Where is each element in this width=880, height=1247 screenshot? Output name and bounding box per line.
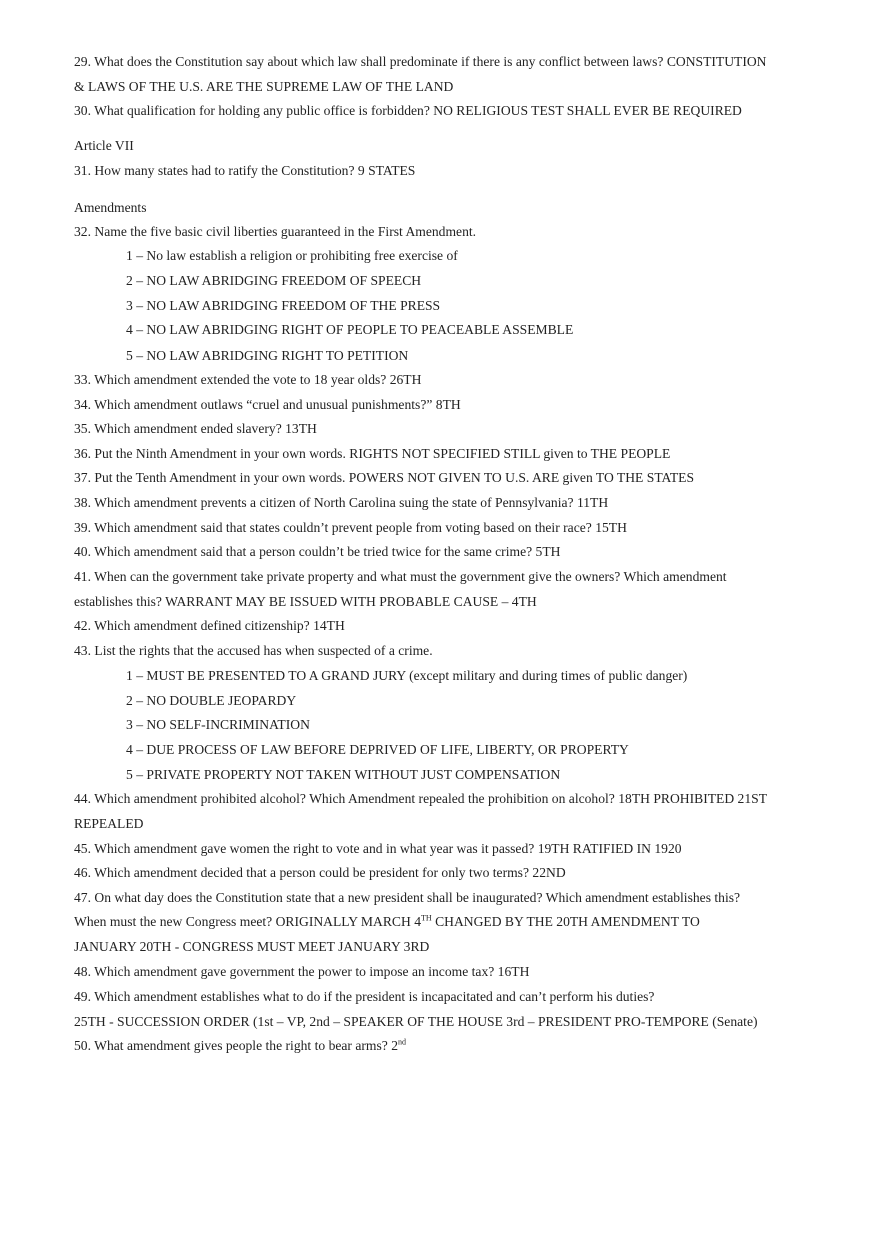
q50-text: 50. What amendment gives people the right to bear arms? 2 — [74, 1038, 399, 1053]
q47-line-3: JANUARY 20TH - CONGRESS MUST MEET JANUARY 3RD — [74, 939, 430, 954]
q43-item-5: 5 – PRIVATE PROPERTY NOT TAKEN WITHOUT JUST COMPENSATION — [126, 767, 561, 782]
q40-line: 40. Which amendment said that a person couldn’t be tried twice for the same crime? 5TH — [74, 544, 561, 559]
q41-line-2: establishes this? WARRANT MAY BE ISSUED WITH PROBABLE CAUSE – 4TH — [74, 594, 537, 609]
q37-line: 37. Put the Tenth Amendment in your own words. POWERS NOT GIVEN TO U.S. ARE given TO THE STATES — [74, 470, 695, 485]
q32-item-5: 5 – NO LAW ABRIDGING RIGHT TO PETITION — [126, 348, 409, 363]
heading-article-vii: Article VII — [74, 138, 134, 153]
q50-superscript: nd — [398, 1037, 407, 1047]
q34-line: 34. Which amendment outlaws “cruel and unusual punishments?” 8TH — [74, 397, 461, 412]
q29-line-1: 29. What does the Constitution say about which law shall predominate if there is any conflict between laws? CONSTITUTION — [74, 54, 767, 69]
q47-line-2-text: When must the new Congress meet? ORIGINALLY MARCH 4 — [74, 914, 421, 929]
q29-line-2: & LAWS OF THE U.S. ARE THE SUPREME LAW OF THE LAND — [74, 79, 454, 94]
q32-item-3: 3 – NO LAW ABRIDGING FREEDOM OF THE PRESS — [126, 298, 441, 313]
q33-line: 33. Which amendment extended the vote to 18 year olds? 26TH — [74, 372, 422, 387]
q39-line: 39. Which amendment said that states couldn’t prevent people from voting based on their race? 15TH — [74, 520, 627, 535]
q36-line: 36. Put the Ninth Amendment in your own words. RIGHTS NOT SPECIFIED STILL given to THE PEOPLE — [74, 446, 671, 461]
q32-item-4: 4 – NO LAW ABRIDGING RIGHT OF PEOPLE TO PEACEABLE ASSEMBLE — [126, 322, 574, 337]
q44-line-1: 44. Which amendment prohibited alcohol? Which Amendment repealed the prohibition on alcohol? 18TH PROHIBITED 21ST — [74, 791, 768, 806]
q48-line: 48. Which amendment gave government the power to impose an income tax? 16TH — [74, 964, 530, 979]
q49-line-1: 49. Which amendment establishes what to do if the president is incapacitated and can’t perform his duties? — [74, 989, 655, 1004]
q32-item-1: 1 – No law establish a religion or prohibiting free exercise of — [126, 248, 458, 263]
q49-line-2: 25TH - SUCCESSION ORDER (1st – VP, 2nd – SPEAKER OF THE HOUSE 3rd – PRESIDENT PRO-TEMPORE (Senate) — [74, 1014, 758, 1029]
q32-line: 32. Name the five basic civil liberties guaranteed in the First Amendment. — [74, 224, 477, 239]
q41-line-1: 41. When can the government take private property and what must the government give the owners? Which amendment — [74, 569, 727, 584]
q43-item-2: 2 – NO DOUBLE JEOPARDY — [126, 693, 297, 708]
q46-line: 46. Which amendment decided that a person could be president for only two terms? 22ND — [74, 865, 566, 880]
q43-item-4: 4 – DUE PROCESS OF LAW BEFORE DEPRIVED OF LIFE, LIBERTY, OR PROPERTY — [126, 742, 629, 757]
q44-line-2: REPEALED — [74, 816, 144, 831]
q47-line-1: 47. On what day does the Constitution state that a new president shall be inaugurated? Which amendment establishes this? — [74, 890, 741, 905]
q50-line — [74, 1038, 834, 1054]
q32-item-2: 2 – NO LAW ABRIDGING FREEDOM OF SPEECH — [126, 273, 422, 288]
q42-line: 42. Which amendment defined citizenship? 14TH — [74, 618, 345, 633]
q47-line-2 — [74, 914, 834, 930]
heading-amendments: Amendments — [74, 200, 147, 215]
q45-line: 45. Which amendment gave women the right to vote and in what year was it passed? 19TH RATIFIED IN 1920 — [74, 841, 682, 856]
q43-line: 43. List the rights that the accused has when suspected of a crime. — [74, 643, 433, 658]
q47-superscript: TH — [421, 913, 432, 923]
q30-line: 30. What qualification for holding any public office is forbidden? NO RELIGIOUS TEST SHALL EVER BE REQUIRED — [74, 103, 742, 118]
q43-item-3: 3 – NO SELF-INCRIMINATION — [126, 717, 310, 732]
q38-line: 38. Which amendment prevents a citizen of North Carolina suing the state of Pennsylvania? 11TH — [74, 495, 609, 510]
q47-line-2-rest: CHANGED BY THE 20TH AMENDMENT TO — [431, 914, 700, 929]
q35-line: 35. Which amendment ended slavery? 13TH — [74, 421, 317, 436]
q31-line: 31. How many states had to ratify the Constitution? 9 STATES — [74, 163, 416, 178]
q43-item-1: 1 – MUST BE PRESENTED TO A GRAND JURY (except military and during times of public danger) — [126, 668, 688, 683]
